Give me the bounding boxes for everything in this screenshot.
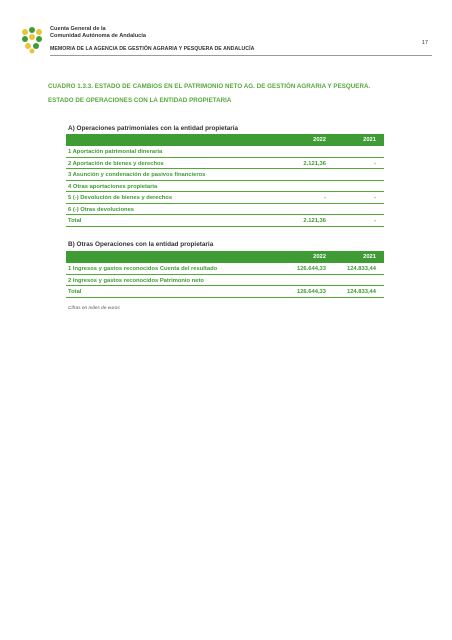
column-header-2021: 2021 [363, 254, 376, 260]
table-row [66, 204, 384, 216]
section-a-title: A) Operaciones patrimoniales con la entidad propietaria [68, 125, 239, 132]
row-label: 3 Asunción y condenación de pasivos financieros [68, 172, 206, 178]
organization-line-2: Comunidad Autónoma de Andalucía [50, 33, 146, 39]
section-b-title: B) Otras Operaciones con la entidad propietaria [68, 241, 214, 248]
value-2021: - [374, 195, 376, 201]
table-total-row [66, 286, 384, 298]
section-a-table [66, 134, 384, 227]
table-row [66, 275, 384, 287]
value-2021: 124.833,44 [346, 289, 376, 295]
value-2022: 126.644,33 [296, 289, 326, 295]
value-2022: 126.644,33 [296, 266, 326, 272]
column-header-2022: 2022 [313, 254, 326, 260]
column-header-2022: 2022 [313, 137, 326, 143]
page-header [20, 24, 432, 58]
units-note: Cifras en miles de euros [68, 306, 120, 311]
value-2021: 124.833,44 [346, 266, 376, 272]
page-number: 17 [421, 40, 428, 46]
table-row [66, 263, 384, 275]
junta-andalucia-logo-icon [20, 26, 46, 54]
organization-name [50, 26, 146, 40]
value-2022: - [324, 195, 326, 201]
row-label: 6 (-) Otras devoluciones [68, 206, 135, 213]
value-2021: - [374, 218, 376, 224]
table-header-row [66, 134, 384, 146]
header-divider [50, 55, 432, 56]
table-header-row [66, 251, 384, 263]
table-row [66, 181, 384, 193]
row-label: Total [68, 218, 82, 224]
value-2022: 2.121,36 [303, 160, 326, 167]
table-row [66, 192, 384, 204]
table-row [66, 146, 384, 158]
row-label: 2 Ingresos y gastos reconocidos Patrimonio neto [68, 277, 204, 284]
column-header-2021: 2021 [363, 137, 376, 143]
section-b-table [66, 251, 384, 298]
row-label: 1 Ingresos y gastos reconocidos Cuenta del resultado [68, 266, 218, 272]
row-label: Total [68, 289, 82, 295]
table-row [66, 158, 384, 170]
value-2022: 2.121,36 [303, 218, 326, 224]
table-total-row [66, 215, 384, 227]
value-2021: - [374, 160, 376, 167]
organization-line-1: Cuenta General de la [50, 26, 106, 32]
row-label: 4 Otras aportaciones propietaria [68, 183, 158, 190]
row-label: 1 Aportación patrimonial dineraria [68, 149, 163, 155]
table-row [66, 169, 384, 181]
table-subcaption: ESTADO DE OPERACIONES CON LA ENTIDAD PROPIETARIA [48, 97, 232, 104]
document-title: MEMORIA DE LA AGENCIA DE GESTIÓN AGRARIA Y PESQUERA DE ANDALUCÍA [50, 46, 255, 52]
row-label: 5 (-) Devolución de bienes y derechos [68, 195, 173, 201]
row-label: 2 Aportación de bienes y derechos [68, 160, 164, 167]
table-caption: CUADRO 1.3.3. ESTADO DE CAMBIOS EN EL PATRIMONIO NETO AG. DE GESTIÓN AGRARIA Y PESQUERA. [48, 83, 371, 90]
